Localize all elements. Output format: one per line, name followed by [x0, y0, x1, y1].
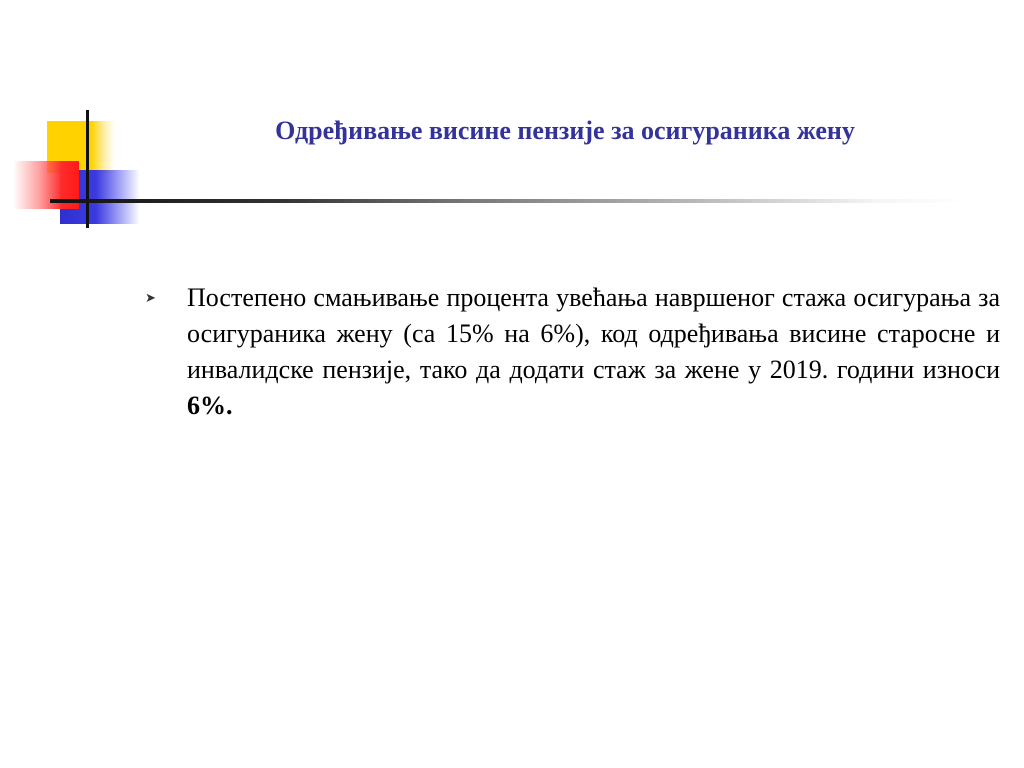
bullet-list: [140, 280, 1000, 424]
vertical-line-decoration: [86, 110, 89, 228]
title-underline: [50, 199, 970, 203]
slide-title: Одређивање висине пензије за осигураника жену: [275, 116, 855, 145]
arrow-bullet-icon: ➤: [145, 291, 156, 306]
bullet-text: Постепено смањивање процента увећања навршеног стажа осигурања за осигураника жену (са 15% на 6%), код одређивања висине старосне и инвалидске пензије, тако да додати стаж за жене у 2019. години износи: [187, 283, 1000, 384]
bullet-text-block: [187, 280, 1000, 424]
bullet-item: [140, 280, 1000, 424]
bullet-emphasis: 6%.: [187, 391, 233, 420]
